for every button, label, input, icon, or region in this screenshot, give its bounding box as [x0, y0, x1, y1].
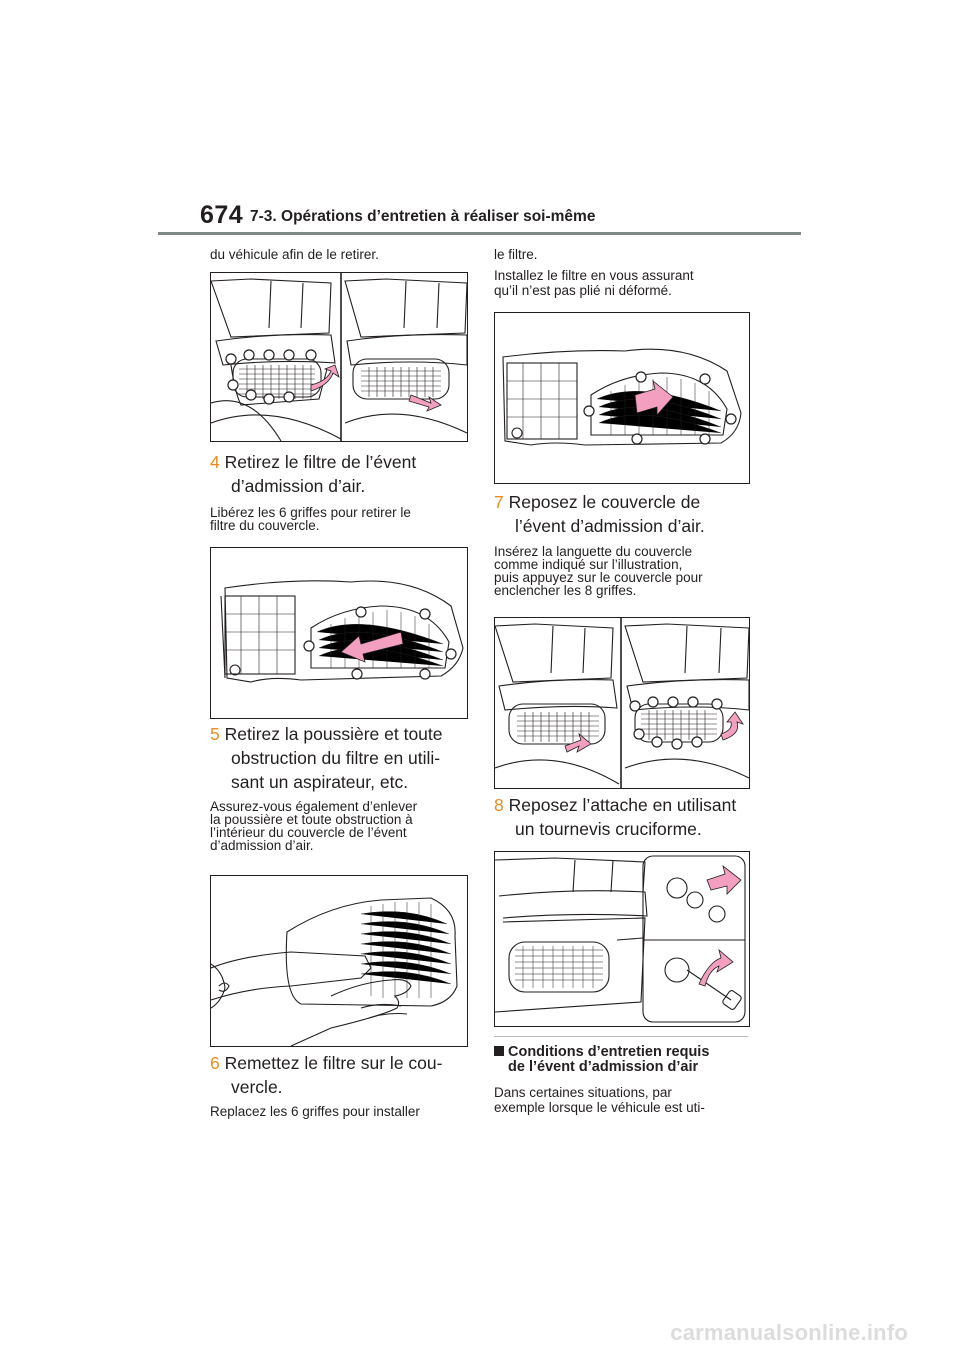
step-8-line1: Reposez l’attache en utilisant — [508, 795, 737, 815]
bullet-heading-text-1: Conditions d’entretien requis — [508, 1044, 710, 1060]
step-5-line1: Retirez la poussière et toute — [224, 724, 443, 744]
step-6-number: 6 — [210, 1053, 220, 1073]
step-5-heading — [210, 722, 443, 746]
section-title: 7-3. Opérations d’entretien à réaliser soi-même — [250, 208, 596, 225]
step-8-number: 8 — [494, 795, 504, 815]
bullet-body-2: exemple lorsque le véhicule est uti- — [494, 1100, 705, 1115]
step-5-line3: sant un aspirateur, etc. — [231, 772, 409, 792]
illustration-install-cover — [495, 618, 749, 788]
step-4-heading — [210, 450, 416, 474]
step-6-line1: Remettez le filtre sur le cou- — [224, 1053, 443, 1073]
step-7-line1: Reposez le couvercle de — [508, 492, 701, 512]
illustration-install-clip — [495, 852, 749, 1026]
step-4-body-1: Libérez les 6 griffes pour retirer le — [210, 505, 411, 520]
step-5-body-4: d’admission d’air. — [210, 838, 314, 853]
step-7-body-4: enclencher les 8 griffes. — [494, 583, 637, 598]
step-6-line2: vercle. — [231, 1077, 283, 1097]
step-5-line2: obstruction du filtre en utili- — [231, 748, 441, 768]
step-7-heading — [494, 490, 700, 514]
watermark: carmanualsonline.info — [670, 1320, 908, 1345]
illustration-vacuum — [211, 876, 467, 1046]
header-rule — [158, 232, 801, 235]
figure-install-filter — [494, 312, 750, 484]
step-8-heading — [494, 793, 736, 817]
step-7-line2: l’évent d’admission d’air. — [515, 516, 705, 536]
step-5-body-2: la poussière et toute obstruction à — [210, 812, 413, 827]
figure-install-clip — [494, 851, 750, 1027]
figure-vacuum-filter — [210, 875, 468, 1047]
step-6-heading — [210, 1051, 442, 1075]
continued-text-1: le filtre. — [494, 247, 538, 262]
page-number: 674 — [200, 201, 244, 229]
step-4-body-2: filtre du couvercle. — [210, 518, 320, 533]
step-7-body-1: Insérez la languette du couvercle — [494, 544, 693, 559]
bullet-body-1: Dans certaines situations, par — [494, 1085, 672, 1100]
step-7-body-2: comme indiqué sur l’illustration, — [494, 557, 683, 572]
section-divider — [494, 1036, 748, 1037]
illustration-remove-cover — [211, 273, 467, 441]
continued-text-2: Installez le filtre en vous assurant — [494, 268, 694, 283]
intro-text: du véhicule afin de le retirer. — [210, 247, 379, 262]
figure-install-cover — [494, 617, 750, 789]
bullet-heading-line2: de l’évent d’admission d’air — [508, 1059, 699, 1075]
step-5-body-3: l’intérieur du couvercle de l’évent — [210, 825, 407, 840]
step-7-number: 7 — [494, 492, 504, 512]
figure-remove-filter — [210, 547, 468, 719]
illustration-remove-filter — [211, 548, 467, 718]
step-4-number: 4 — [210, 452, 220, 472]
continued-text-3: qu’il n’est pas plié ni déformé. — [494, 283, 672, 298]
step-8-line2: un tournevis cruciforme. — [515, 819, 702, 839]
illustration-install-filter — [495, 313, 749, 483]
step-4-line2: d’admission d’air. — [231, 476, 366, 496]
step-5-body-1: Assurez-vous également d’enlever — [210, 799, 418, 814]
step-4-line1: Retirez le filtre de l’évent — [224, 452, 417, 472]
step-7-body-3: puis appuyez sur le couvercle pour — [494, 570, 703, 585]
bullet-square-icon — [494, 1046, 504, 1056]
step-5-number: 5 — [210, 724, 220, 744]
step-6-body: Replacez les 6 griffes pour installer — [210, 1104, 420, 1119]
figure-remove-cover — [210, 272, 468, 442]
bullet-heading-line1 — [494, 1045, 709, 1060]
